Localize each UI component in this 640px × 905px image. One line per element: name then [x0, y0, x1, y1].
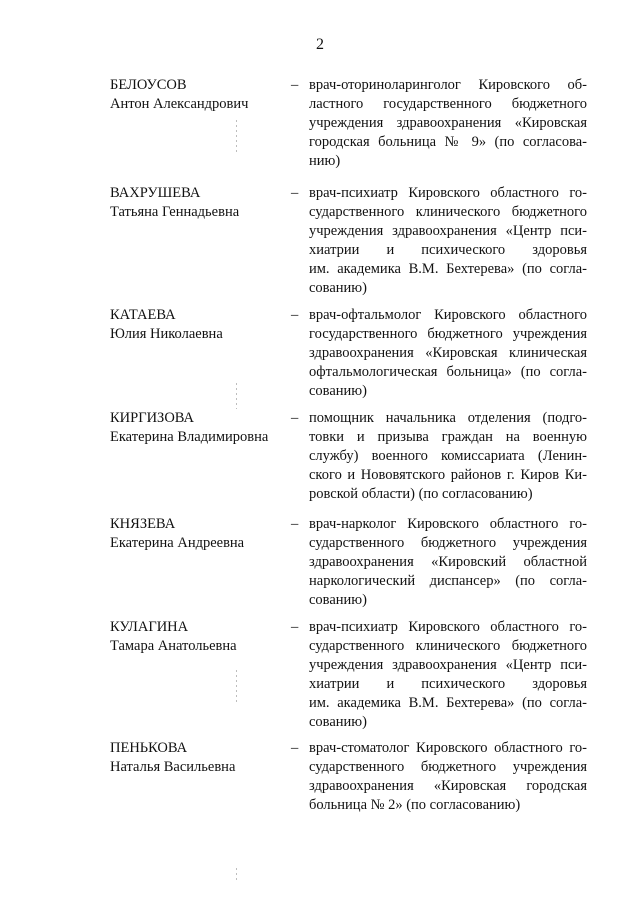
page-number: 2 — [316, 36, 324, 53]
member-position — [309, 409, 587, 504]
position-line: ского и Нововятского районов г. Киров Ки- — [309, 467, 587, 483]
position-line: врач-психиатр Кировского областного го- — [309, 185, 587, 201]
position-line: государственного бюджетного учреждения — [309, 326, 587, 342]
member-position — [309, 184, 587, 298]
position-line: наркологический диспансер» (по согла- — [309, 573, 587, 589]
member-surname: КНЯЗЕВА — [110, 516, 176, 532]
position-line: сударственного клинического бюджетного — [309, 204, 587, 220]
position-line: сованию) — [309, 714, 367, 730]
member-given-names: Юлия Николаевна — [110, 326, 223, 342]
scan-mark — [236, 670, 237, 704]
entry-dash: – — [291, 740, 299, 756]
position-line: службу) военного комиссариата (Ленин- — [309, 448, 587, 464]
member-position — [309, 515, 587, 610]
position-line: врач-стоматолог Кировского областного го- — [309, 740, 587, 756]
entry-dash: – — [291, 619, 299, 635]
member-surname: КИРГИЗОВА — [110, 410, 195, 426]
position-line: сударственного бюджетного учреждения — [309, 535, 587, 551]
entry-dash: – — [291, 77, 299, 93]
entry-dash: – — [291, 185, 299, 201]
position-line: здравоохранения «Кировская клиническая — [309, 345, 587, 361]
member-given-names: Наталья Васильевна — [110, 759, 236, 775]
member-name — [110, 306, 280, 344]
position-line: здравоохранения «Кировская городская — [309, 778, 587, 794]
position-line: учреждения здравоохранения «Центр пси- — [309, 223, 587, 239]
position-line: хиатрии и психического здоровья — [309, 676, 587, 692]
member-name — [110, 739, 280, 777]
member-name — [110, 76, 280, 114]
position-line: сударственного клинического бюджетного — [309, 638, 587, 654]
position-line: помощник начальника отделения (подго- — [309, 410, 587, 426]
position-line: больница № 2» (по согласованию) — [309, 797, 521, 813]
position-line: сованию) — [309, 383, 367, 399]
member-surname: ПЕНЬКОВА — [110, 740, 188, 756]
member-name — [110, 618, 280, 656]
position-line: им. академика В.М. Бехтерева» (по согла- — [309, 695, 587, 711]
member-name — [110, 409, 280, 447]
position-line: учреждения здравоохранения «Центр пси- — [309, 657, 587, 673]
position-line: им. академика В.М. Бехтерева» (по согла- — [309, 261, 587, 277]
position-line: сованию) — [309, 592, 367, 608]
member-given-names: Екатерина Андреевна — [110, 535, 245, 551]
member-position — [309, 306, 587, 401]
member-surname: БЕЛОУСОВ — [110, 77, 187, 93]
position-line: врач-психиатр Кировского областного го- — [309, 619, 587, 635]
position-line: сованию) — [309, 280, 367, 296]
member-name — [110, 515, 280, 553]
scan-mark — [236, 383, 237, 409]
position-line: учреждения здравоохранения «Кировская — [309, 115, 587, 131]
position-line: офтальмологическая больница» (по согла- — [309, 364, 587, 380]
position-line: товки и призыва граждан на военную — [309, 429, 587, 445]
entry-dash: – — [291, 410, 299, 426]
position-line: ластного государственного бюджетного — [309, 96, 587, 112]
position-line: сударственного бюджетного учреждения — [309, 759, 587, 775]
position-line: ровской области) (по согласованию) — [309, 486, 533, 502]
position-line: нию) — [309, 153, 341, 169]
member-surname: ВАХРУШЕВА — [110, 185, 201, 201]
member-given-names: Тамара Анатольевна — [110, 638, 237, 654]
scan-mark — [236, 868, 237, 882]
position-line: хиатрии и психического здоровья — [309, 242, 587, 258]
entry-dash: – — [291, 307, 299, 323]
member-given-names: Екатерина Владимировна — [110, 429, 269, 445]
member-given-names: Татьяна Геннадьевна — [110, 204, 240, 220]
scan-mark — [236, 120, 237, 154]
member-position — [309, 76, 587, 171]
member-given-names: Антон Александрович — [110, 96, 249, 112]
position-line: врач-оториноларинголог Кировского об- — [309, 77, 587, 93]
entry-dash: – — [291, 516, 299, 532]
member-position — [309, 618, 587, 732]
position-line: врач-нарколог Кировского областного го- — [309, 516, 587, 532]
member-surname: КУЛАГИНА — [110, 619, 189, 635]
position-line: городская больница № 9» (по согласова- — [309, 134, 587, 150]
member-name — [110, 184, 280, 222]
member-position — [309, 739, 587, 815]
member-surname: КАТАЕВА — [110, 307, 176, 323]
position-line: врач-офтальмолог Кировского областного — [309, 307, 587, 323]
position-line: здравоохранения «Кировский областной — [309, 554, 587, 570]
